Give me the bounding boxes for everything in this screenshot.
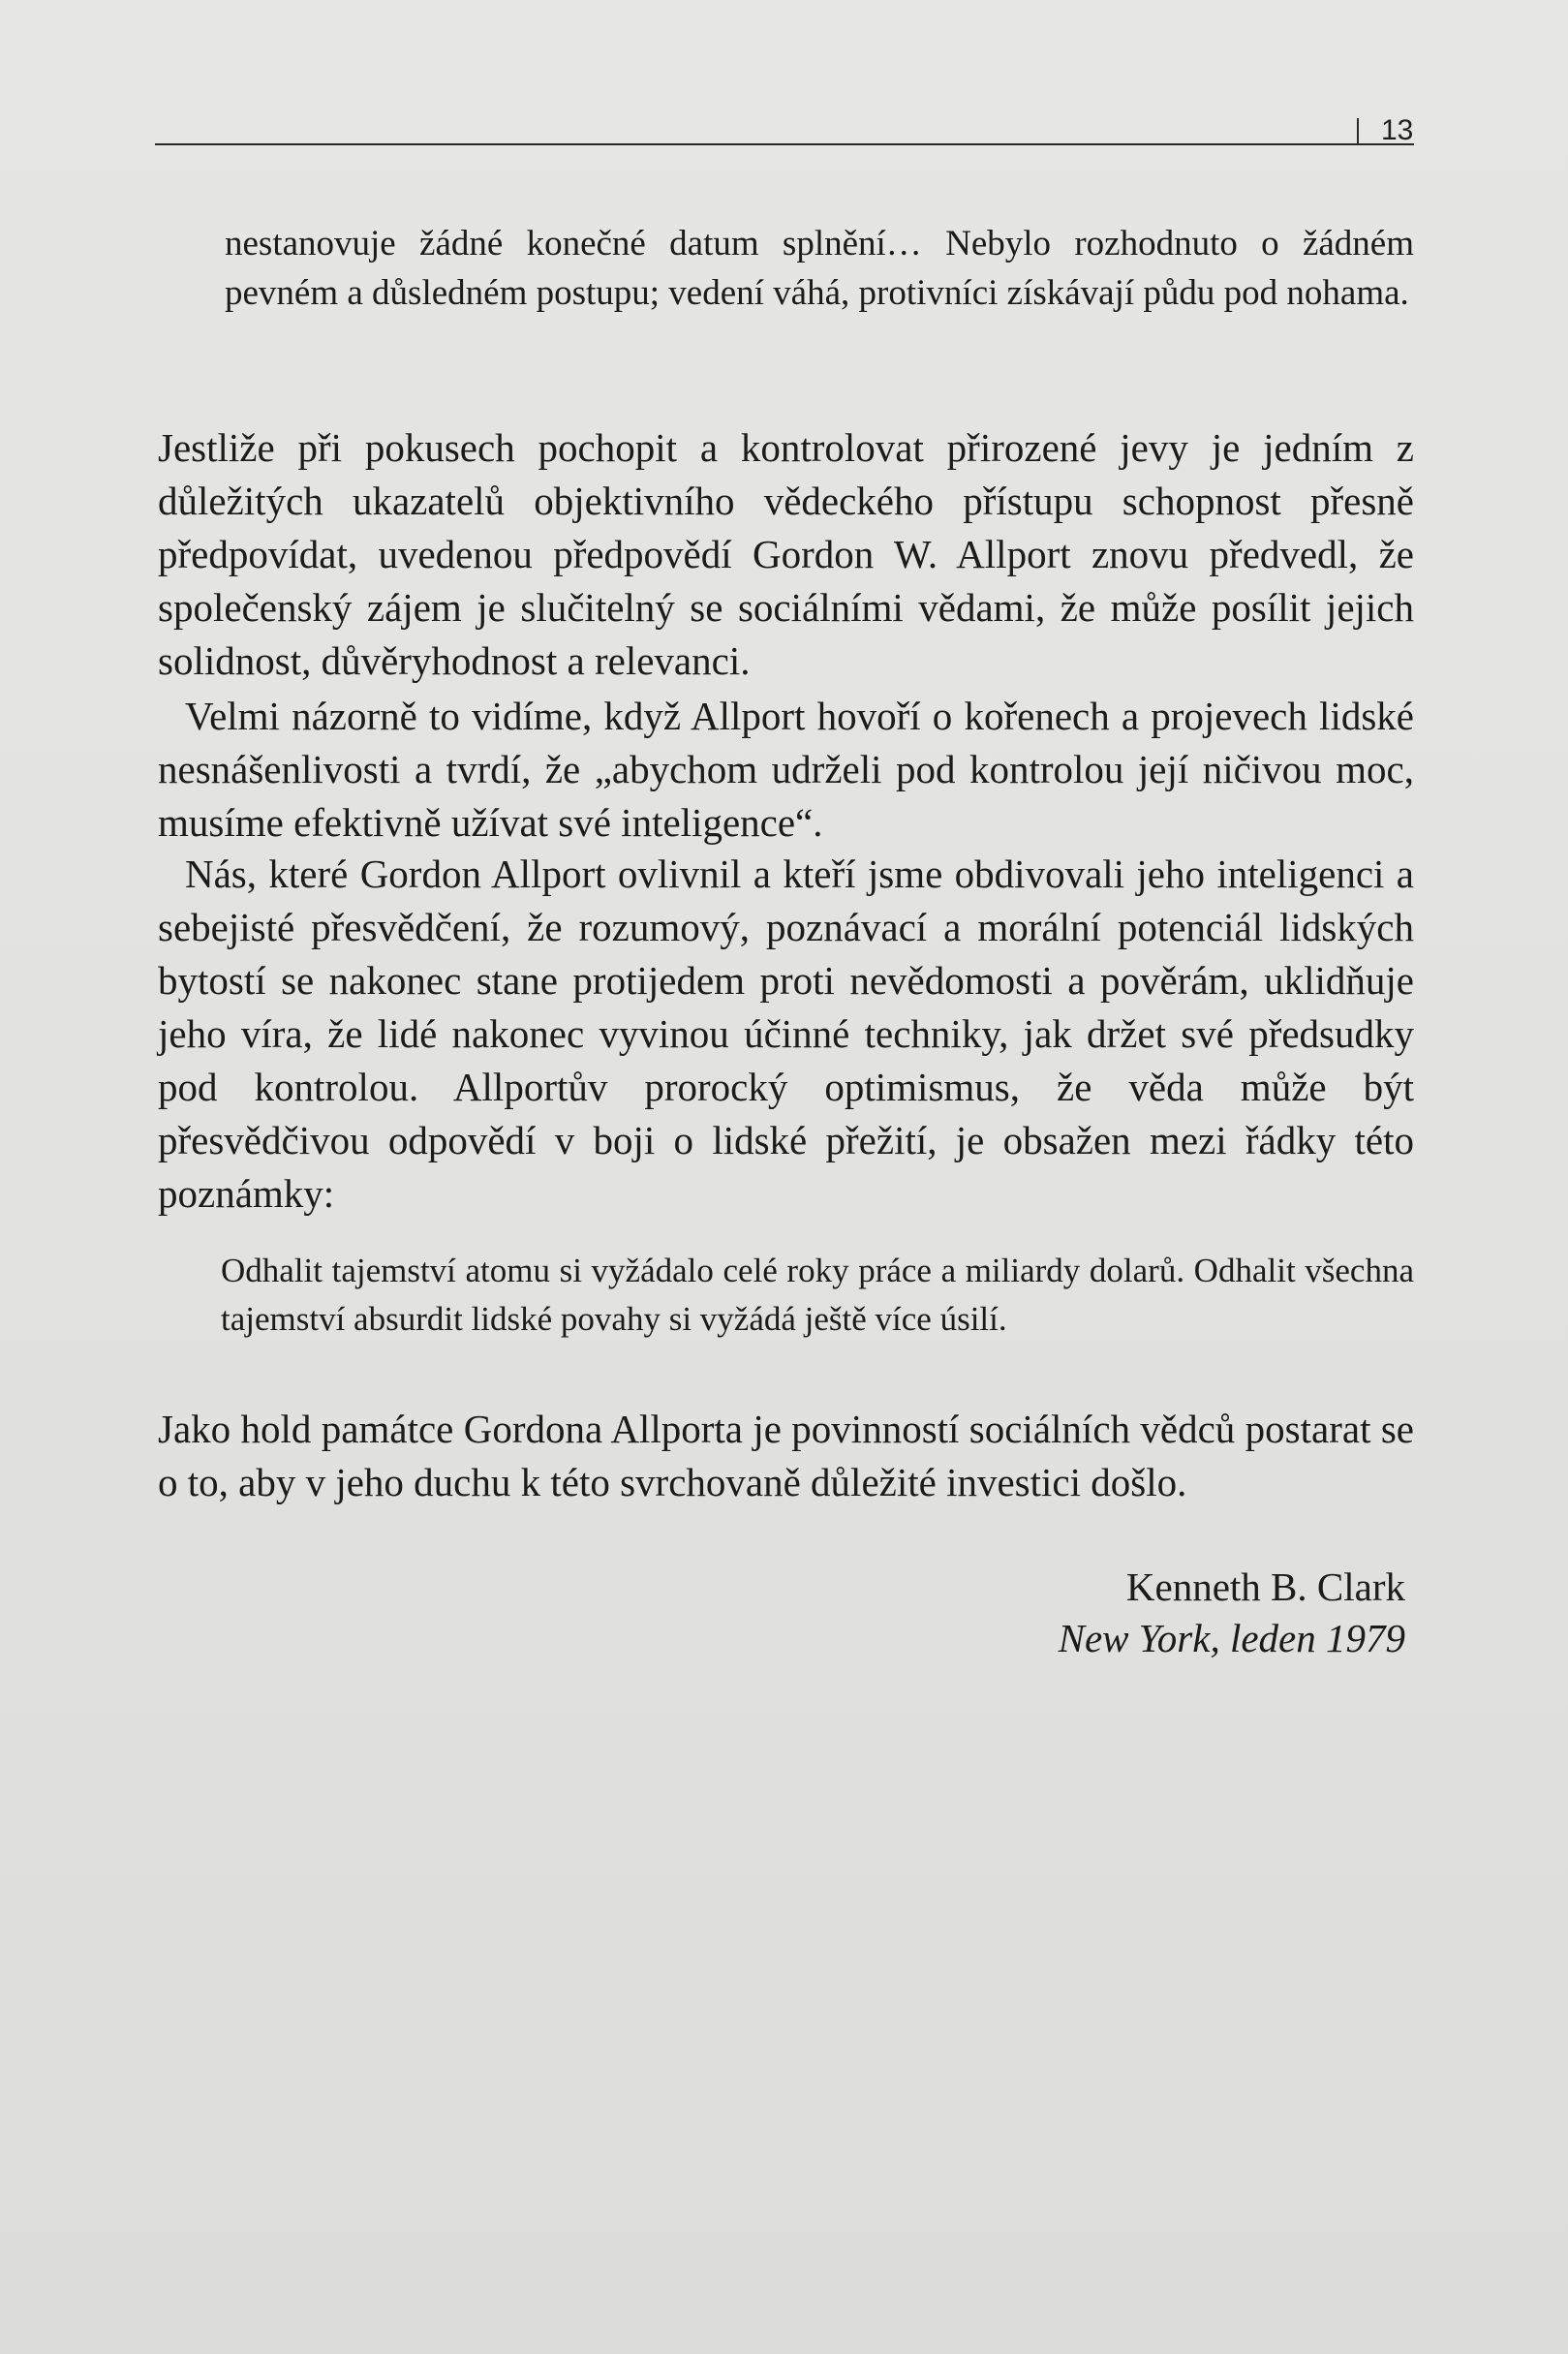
paragraph-1: Jestliže při pokusech pochopit a kontrolovat přirozené jevy je jedním z důležitých ukazatelů objektivního vědeckého přístupu schopnost přesně předpovídat, uvedenou předpovědí Gordon W. Allport znovu předvedl, že společenský zájem je slučitelný se sociálními vědami, že může posílit jejich solidnost, důvěryhodnost a relevanci.	[158, 425, 1414, 683]
header-rule	[155, 143, 1414, 145]
author-name: Kenneth B. Clark	[1125, 1564, 1405, 1609]
header-separator	[1357, 118, 1359, 145]
signature-block	[1059, 1562, 1405, 1664]
block-quote-top: nestanovuje žádné konečné datum splnění… Nebylo rozhodnuto o žádném pevném a důsledném postupu; vedení váhá, protivníci získávají půdu pod nohama.	[225, 224, 1414, 313]
block-quote-bottom: Odhalit tajemství atomu si vyžádalo celé roky práce a miliardy dolarů. Odhalit všechna tajemství absurdit lidské povahy si vyžádá ještě více úsilí.	[221, 1252, 1414, 1338]
page-number: 13	[1381, 114, 1414, 146]
place-date: New York, leden 1979	[1058, 1616, 1405, 1660]
paragraph-2: Velmi názorně to vidíme, když Allport hovoří o kořenech a projevech lidské nesnášenlivosti a tvrdí, že „abychom udrželi pod kontrolou její ničivou moc, musíme efektivně užívat své inteligence“.	[158, 694, 1414, 845]
paragraph-3: Nás, které Gordon Allport ovlivnil a kteří jsme obdivovali jeho inteligenci a sebejisté přesvědčení, že rozumový, poznávací a morální potenciál lidských bytostí se nakonec stane protijedem proti nevědomosti a pověrám, uklidňuje jeho víra, že lidé nakonec vyvinou účinné techniky, jak držet své předsudky pod kontrolou. Allportův prorocký optimismus, že věda může být přesvědčivou odpovědí v boji o lidské přežití, je obsažen mezi řádky této poznámky:	[158, 852, 1414, 1216]
paragraph-4: Jako hold památce Gordona Allporta je povinností sociálních vědců postarat se o to, aby v jeho duchu k této svrchovaně důležité investici došlo.	[158, 1407, 1414, 1504]
